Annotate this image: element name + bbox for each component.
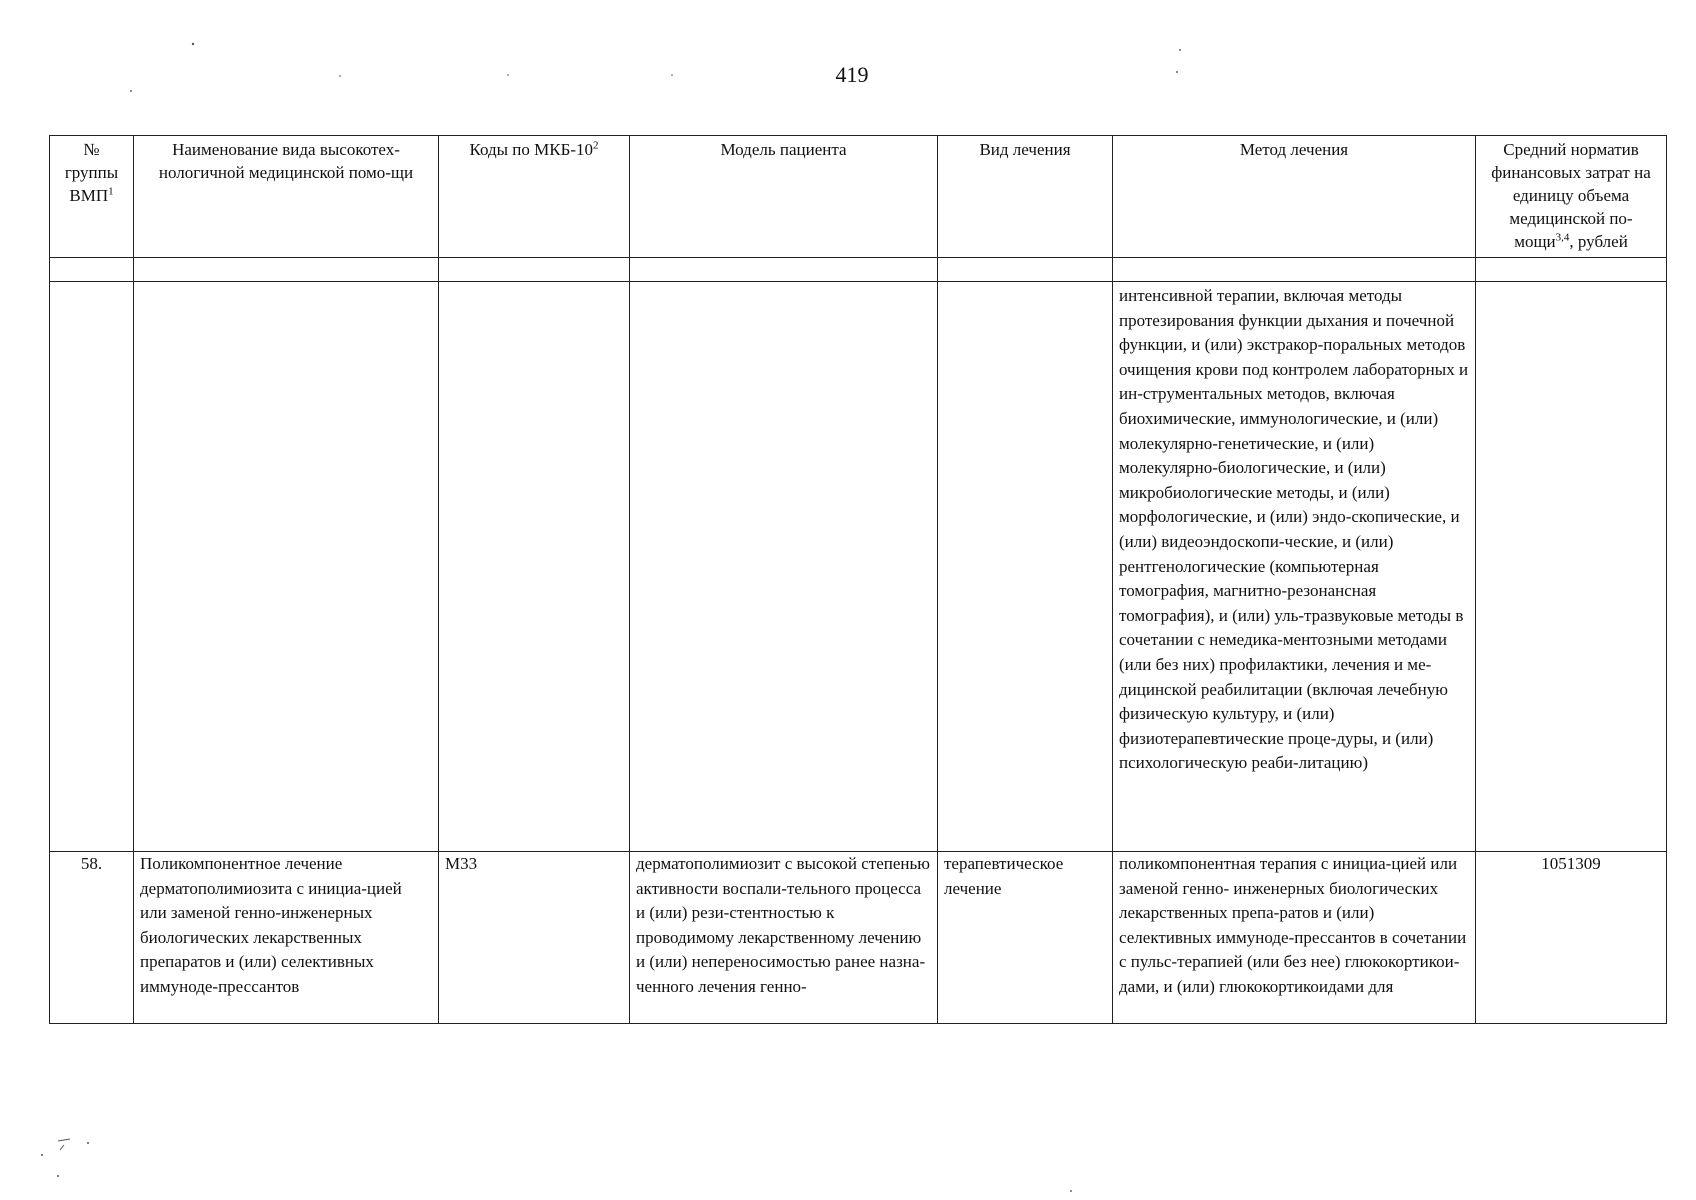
header-care-type-name: Наименование вида высокотех-нологичной медицинской помо-щи xyxy=(134,136,439,258)
row-58-treatment-type: терапевтическое лечение xyxy=(938,852,1113,1024)
header-treatment-method: Метод лечения xyxy=(1113,136,1476,258)
header-icd-codes: Коды по МКБ-$10^2$ xyxy=(439,136,630,258)
table-spacer-row xyxy=(50,258,1667,282)
table-row-continuation xyxy=(50,282,1667,852)
row-58-cost: 1051309 xyxy=(1476,852,1667,1024)
page-number: 419 xyxy=(835,62,869,87)
table-row-58 xyxy=(50,852,1667,1024)
header-average-cost: Средний норматив финансовых затрат на единицу объема медицинской по-мощи$^{3,4}$, рублей xyxy=(1476,136,1667,258)
header-patient-model: Модель пациента xyxy=(630,136,938,258)
header-group-number: № группы ВМП$^1$ xyxy=(50,136,134,258)
table-header-row xyxy=(50,136,1667,258)
row-58-name: Поликомпонентное лечение дерматополимиозита с инициа-цией или заменой генно-инженерных биологических лекарственных препаратов и (или) селективных иммуноде-прессантов xyxy=(134,852,439,1024)
header-treatment-type: Вид лечения xyxy=(938,136,1113,258)
vmp-table xyxy=(49,135,1667,1024)
row-58-method: поликомпонентная терапия с инициа-цией или заменой генно- инженерных биологических лекарственных препа-ратов и (или) селективных иммуноде-прессантов в сочетании с пульс-терапией (или без нее) глюкокортикои-дами, и (или) глюкокортикоидами для xyxy=(1113,852,1476,1024)
row-58-icd: M33 xyxy=(439,852,630,1024)
continuation-method-cell: интенсивной терапии, включая методы протезирования функции дыхания и почечной функции, и (или) экстракор-поральных методов очищения крови под контролем лабораторных и ин-струментальных методов, включая биохимические, иммунологические, и (или) молекулярно-генетические, и (или) молекулярно-биологические, и (или) микробиологические методы, и (или) морфологические, и (или) эндо-скопические, и (или) видеоэндоскопи-ческие, и (или) рентгенологические (компьютерная томография, магнитно-резонансная томография), и (или) уль-тразвуковые методы в сочетании с немедика-ментозными методами (или без них) профилактики, лечения и ме-дицинской реабилитации (включая лечебную физическую культуру, и (или) физиотерапевтические проце-дуры, и (или) психологическую реаби-литацию) xyxy=(1113,282,1476,852)
row-58-model: дерматополимиозит с высокой степенью активности воспали-тельного процесса и (или) рези-стентностью к проводимому лекарственному лечению и (или) непереносимостью ранее назна-ченного лечения генно- xyxy=(630,852,938,1024)
row-58-number: 58. xyxy=(50,852,134,1024)
